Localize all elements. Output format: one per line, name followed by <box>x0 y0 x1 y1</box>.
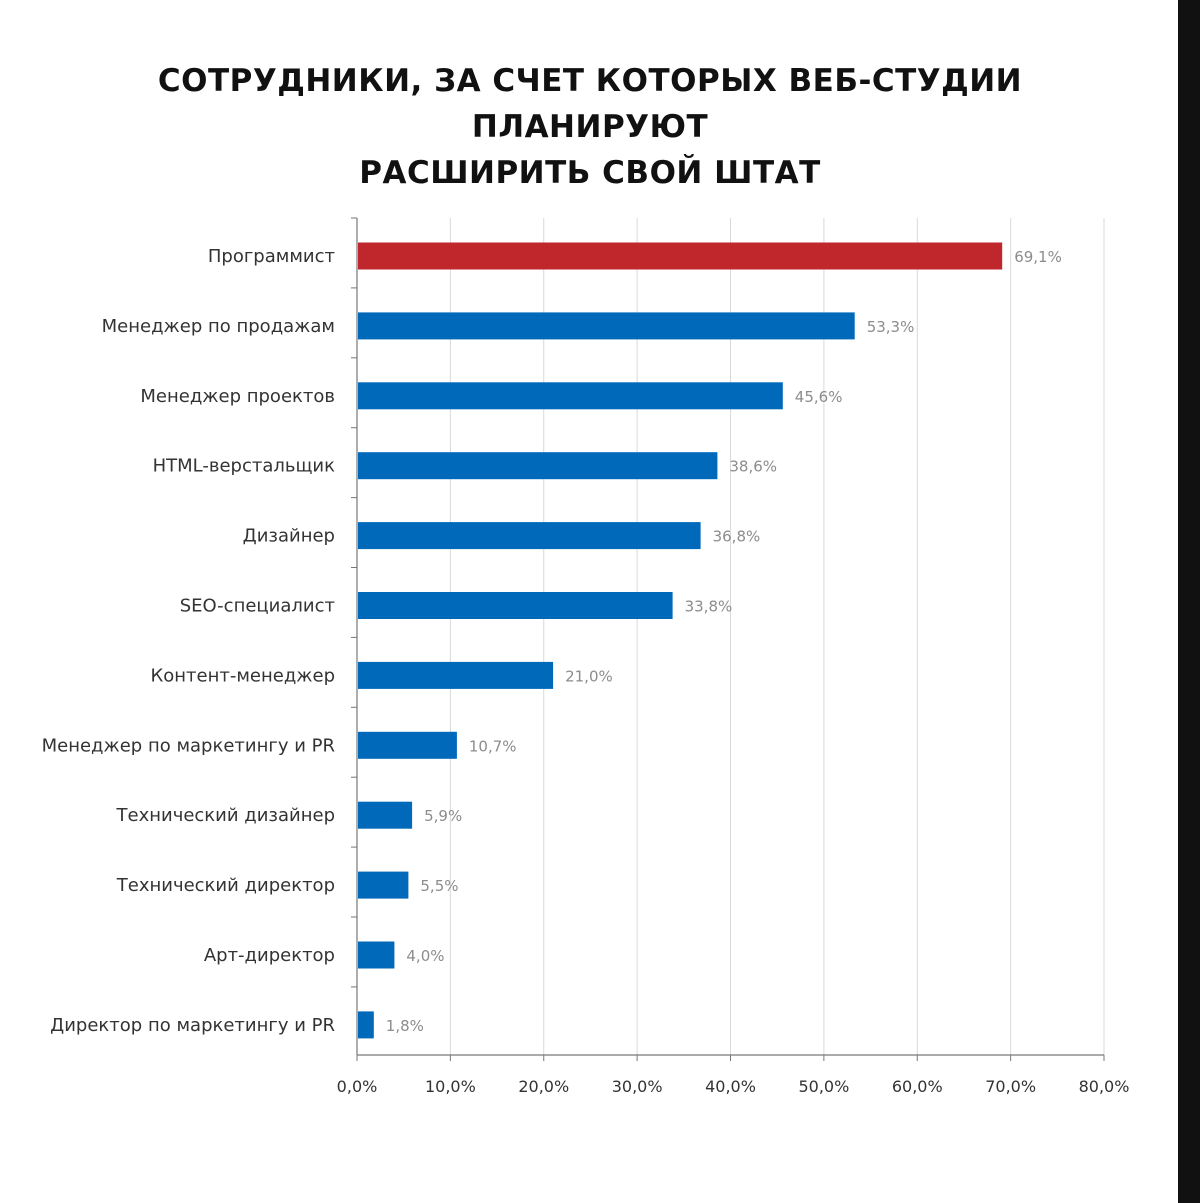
bar <box>358 802 412 829</box>
data-label: 21,0% <box>565 667 613 686</box>
category-label: Директор по маркетингу и PR <box>50 1014 335 1036</box>
category-label: SEO-специалист <box>179 595 335 617</box>
x-tick-label: 0,0% <box>336 1077 378 1096</box>
chart-title-line-2: РАСШИРИТЬ СВОЙ ШТАТ <box>359 155 821 191</box>
x-tick-label: 80,0% <box>1078 1077 1130 1096</box>
data-label: 36,8% <box>712 527 761 546</box>
data-label: 5,5% <box>420 877 459 896</box>
bar <box>358 732 457 759</box>
x-tick-label: 70,0% <box>985 1077 1037 1096</box>
category-label: Менеджер по маркетингу и PR <box>41 735 335 757</box>
bar <box>358 662 553 689</box>
x-tick-label: 20,0% <box>518 1077 570 1096</box>
x-tick-label: 40,0% <box>705 1077 756 1096</box>
bar <box>358 1011 374 1038</box>
category-label: Технический директор <box>116 875 335 897</box>
data-label: 10,7% <box>468 737 517 756</box>
data-label: 38,6% <box>729 457 778 476</box>
category-label: Программист <box>207 246 335 267</box>
data-label: 1,8% <box>385 1016 424 1035</box>
data-label: 69,1% <box>1014 248 1062 266</box>
category-label: Контент-менеджер <box>150 665 335 687</box>
x-tick-label: 50,0% <box>798 1077 850 1096</box>
bar <box>358 592 673 619</box>
bar <box>358 942 394 969</box>
data-label: 45,6% <box>794 387 843 406</box>
bar <box>358 243 1002 270</box>
category-label: HTML-верстальщик <box>152 455 335 477</box>
category-label: Менеджер проектов <box>140 385 335 407</box>
bar <box>358 872 408 899</box>
category-label: Менеджер по продажам <box>101 315 335 337</box>
category-label: Технический дизайнер <box>116 805 335 827</box>
data-label: 4,0% <box>406 947 445 965</box>
x-tick-label: 10,0% <box>424 1077 476 1096</box>
category-label: Арт-директор <box>203 945 335 966</box>
category-label: Дизайнер <box>242 525 335 547</box>
data-label: 33,8% <box>684 597 733 616</box>
chart-title-line-1: СОТРУДНИКИ, ЗА СЧЕТ КОТОРЫХ ВЕБ-СТУДИИ ПЛАНИРУЮТ <box>157 63 1023 145</box>
bar <box>358 312 855 339</box>
x-tick-label: 30,0% <box>611 1077 663 1096</box>
bar <box>358 522 701 549</box>
bar <box>358 452 717 479</box>
x-tick-label: 60,0% <box>891 1077 943 1096</box>
data-label: 5,9% <box>424 807 463 826</box>
data-label: 53,3% <box>866 317 915 336</box>
bar <box>358 382 783 409</box>
